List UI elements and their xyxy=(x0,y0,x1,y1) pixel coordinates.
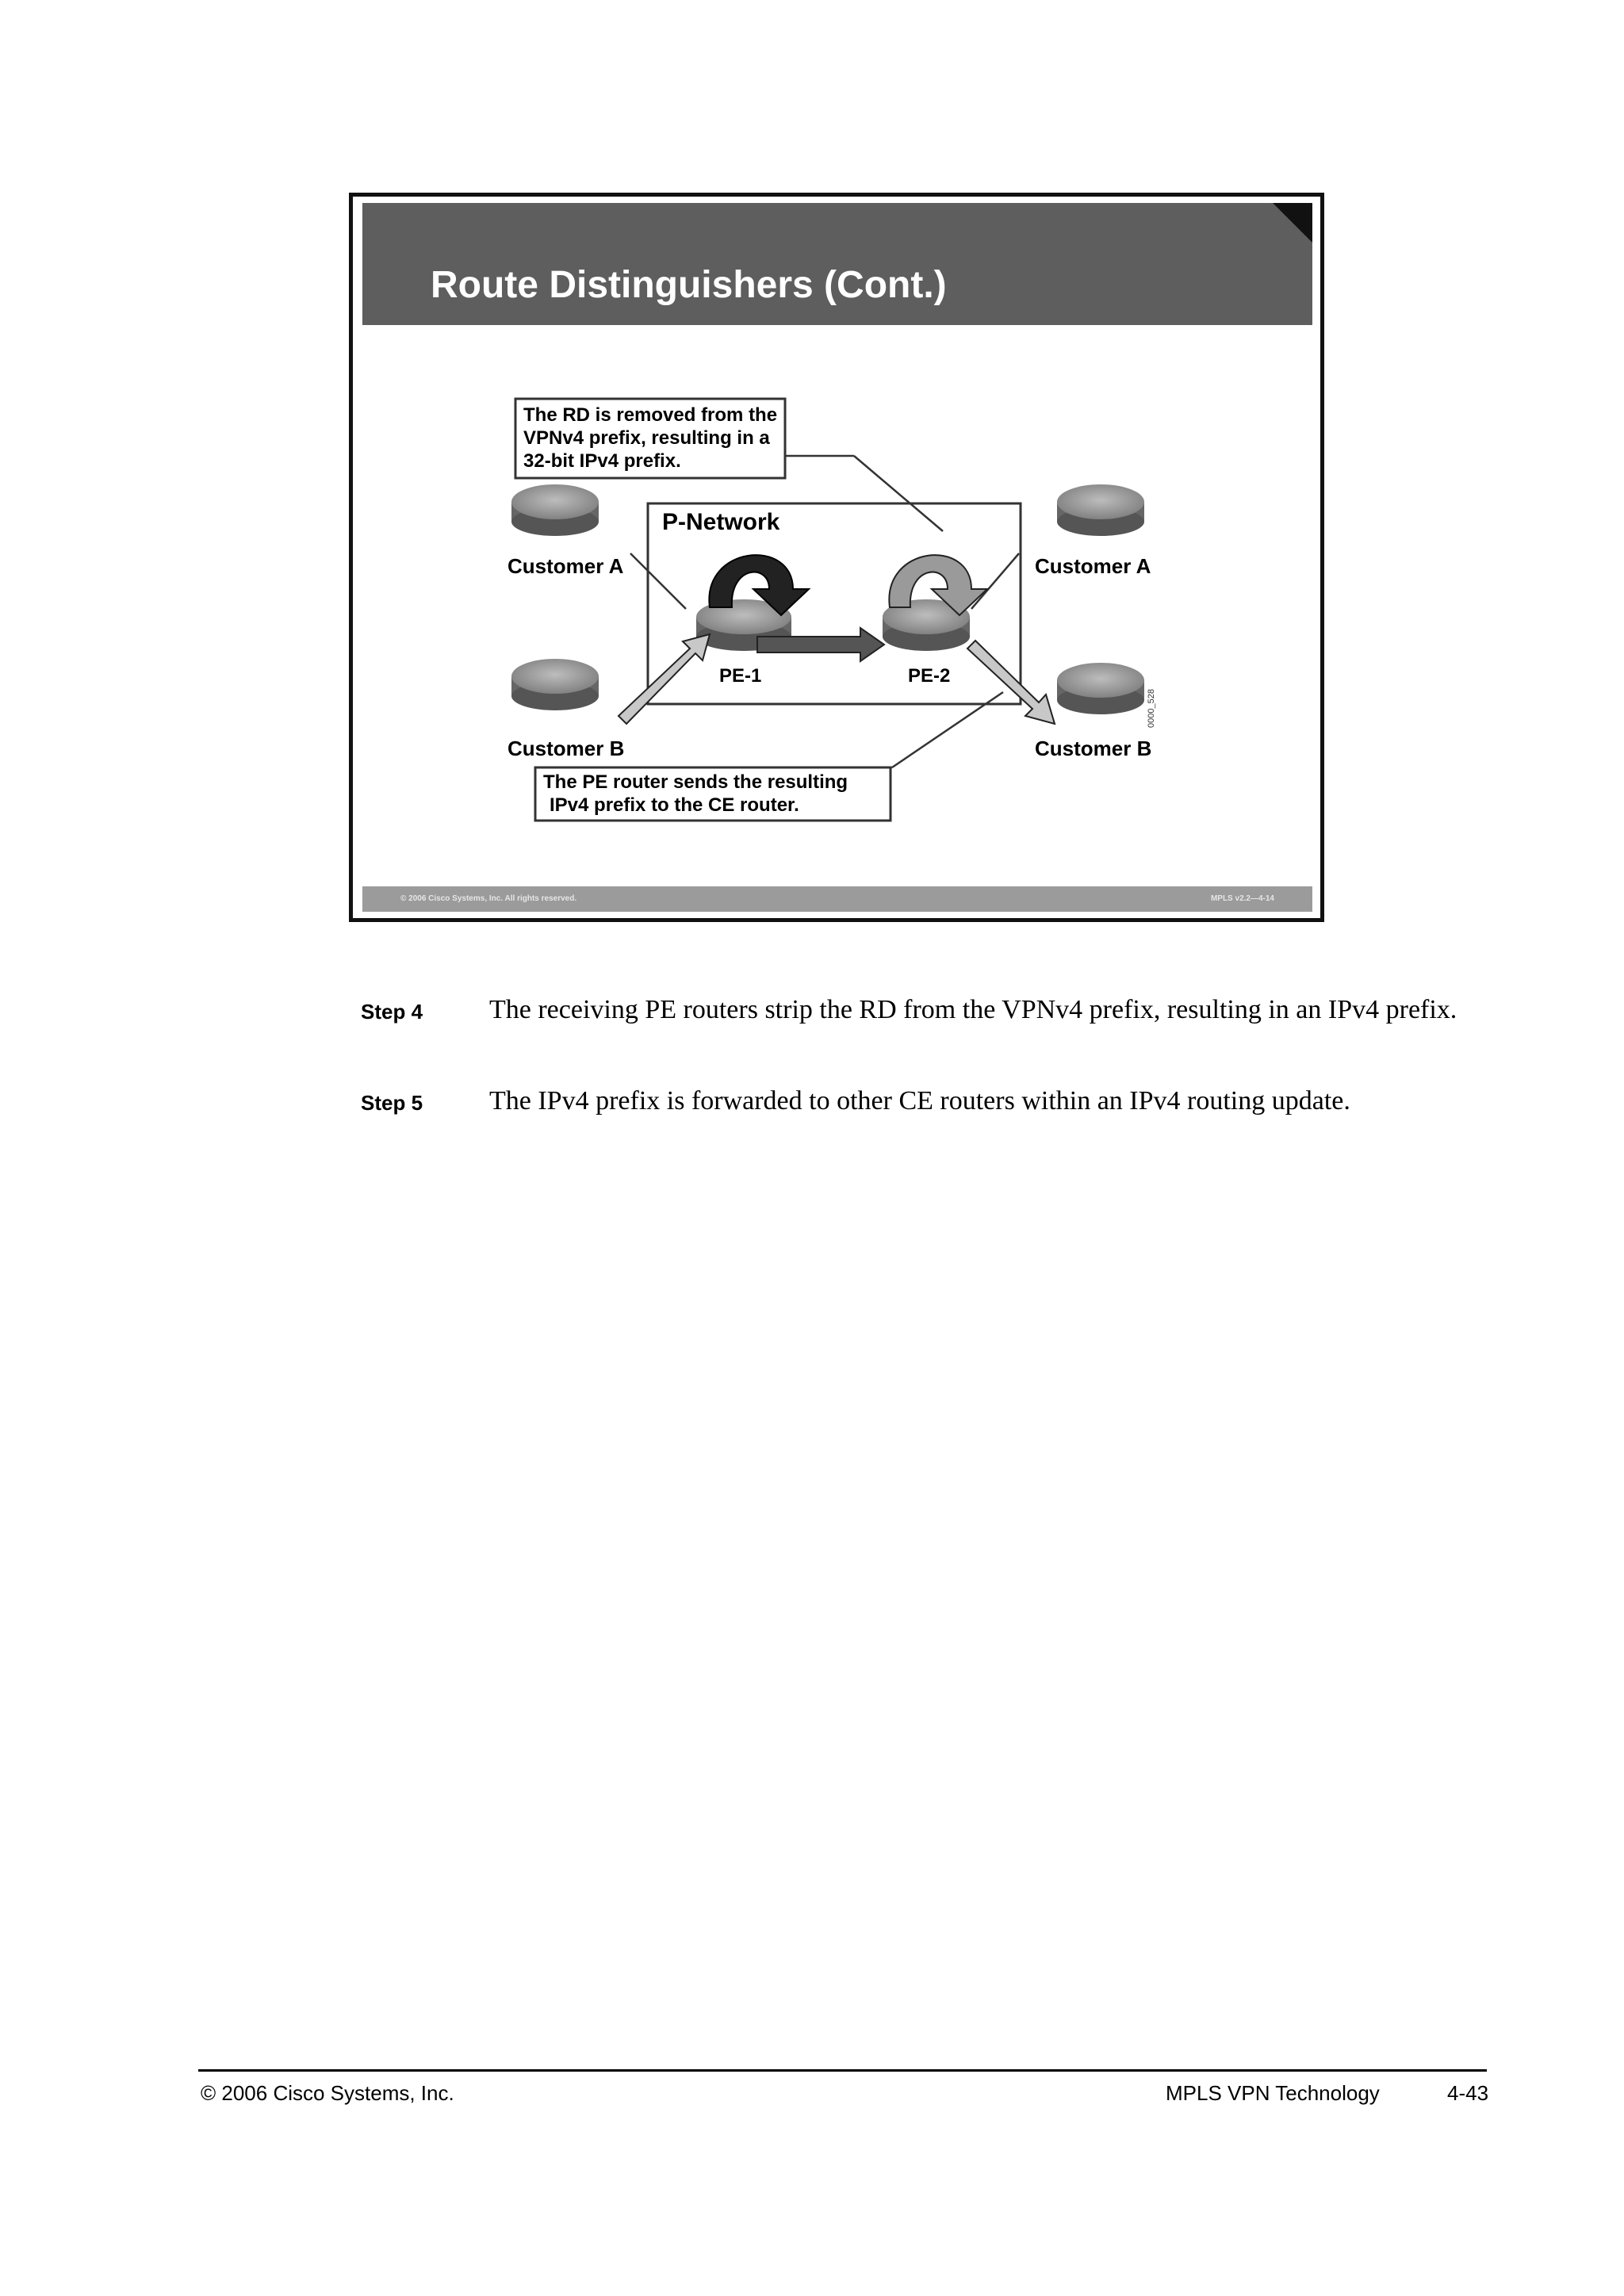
callout-top-line-2: VPNv4 prefix, resulting in a xyxy=(523,427,770,449)
slide-copyright: © 2006 Cisco Systems, Inc. All rights reserved. xyxy=(400,894,577,903)
label-customer-a-right: Customer A xyxy=(1035,554,1151,578)
label-customer-b-left: Customer B xyxy=(508,737,625,760)
router-customer-a-left xyxy=(511,484,599,536)
slide-image xyxy=(349,193,1324,922)
p-network-label: P-Network xyxy=(662,509,780,535)
router-customer-b-right xyxy=(1057,663,1144,714)
line-ca-left-pe1 xyxy=(630,553,686,609)
footer-page-number: 4-43 xyxy=(1447,2081,1489,2105)
arrow-customer-b-to-pe1 xyxy=(619,634,710,724)
step-label: Step 5 xyxy=(361,1091,423,1115)
router-customer-a-right xyxy=(1057,484,1144,536)
callout-top-line-1: The RD is removed from the xyxy=(523,404,778,426)
label-customer-a-left: Customer A xyxy=(508,554,624,578)
footer-copyright: © 2006 Cisco Systems, Inc. xyxy=(201,2081,454,2105)
step-text: The receiving PE routers strip the RD from the VPNv4 prefix, resulting in an IPv4 prefix. xyxy=(489,995,1457,1024)
arrow-pe2-to-customer-b xyxy=(967,641,1055,724)
callout-bottom-line-2: IPv4 prefix to the CE router. xyxy=(550,794,799,816)
callout-bottom-line-1: The PE router sends the resulting xyxy=(543,771,848,793)
callout-top-pointer xyxy=(854,456,943,531)
slide-title: Route Distinguishers (Cont.) xyxy=(431,264,947,306)
step-label: Step 4 xyxy=(361,1000,423,1024)
footer-rule xyxy=(198,2069,1487,2072)
router-customer-b-left xyxy=(511,659,599,710)
figure-code: 0000_528 xyxy=(1147,689,1156,728)
label-customer-b-right: Customer B xyxy=(1035,737,1152,760)
callout-top-line-3: 32-bit IPv4 prefix. xyxy=(523,450,681,472)
label-pe2: PE-2 xyxy=(908,665,951,687)
line-ca-right-pe2 xyxy=(971,553,1019,609)
route-distinguisher-diagram xyxy=(353,197,1320,918)
step-text: The IPv4 prefix is forwarded to other CE routers within an IPv4 routing update. xyxy=(489,1086,1350,1115)
slide-version: MPLS v2.2—4-14 xyxy=(1210,894,1274,903)
label-pe1: PE-1 xyxy=(719,665,762,687)
slide-footer xyxy=(362,886,1312,912)
footer-book-title: MPLS VPN Technology xyxy=(1166,2081,1380,2105)
